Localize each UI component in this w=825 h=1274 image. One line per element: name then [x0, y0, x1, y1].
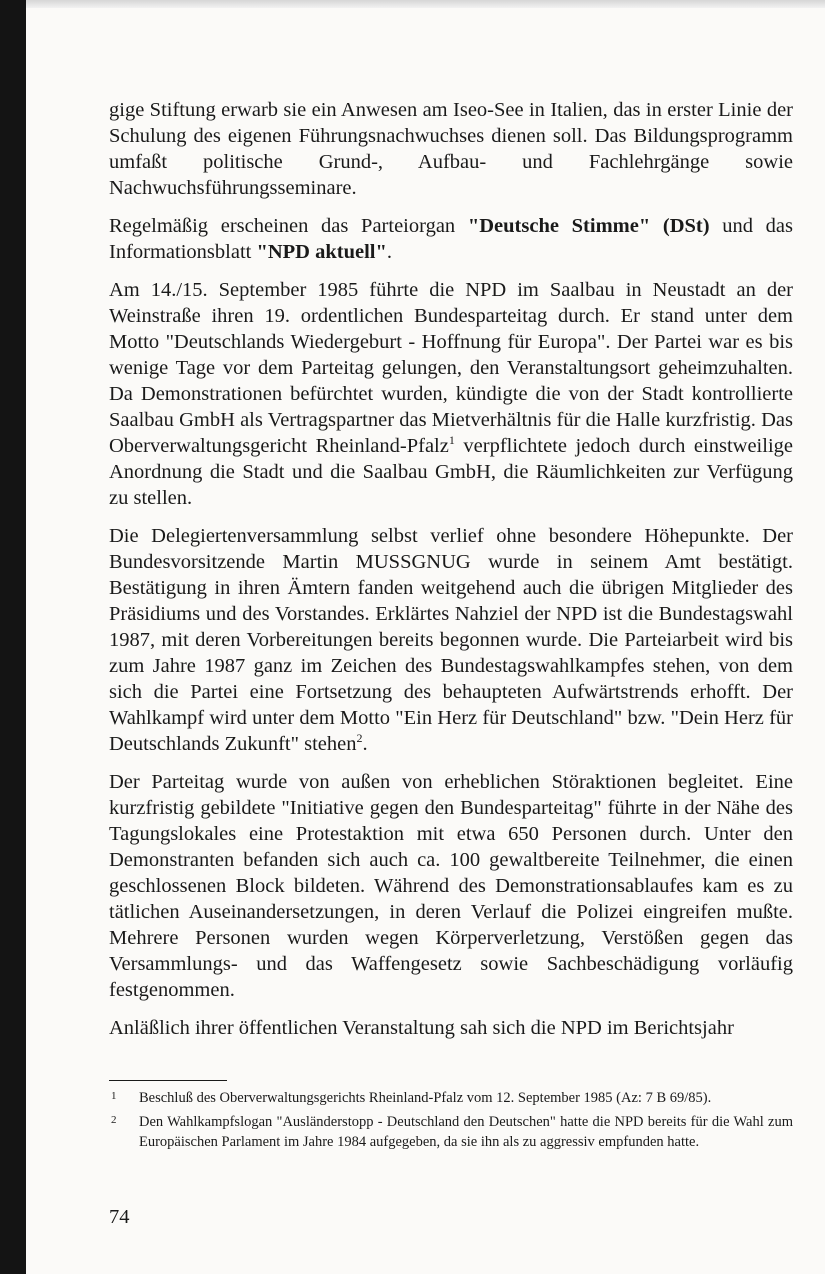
- paragraph-2: [109, 213, 793, 265]
- paragraph-4: [109, 523, 793, 757]
- footnote-2: [109, 1112, 793, 1152]
- paragraph-3-text-2: verpflichtete jedoch durch einstweilige Anordnung die Stadt und die Saalbau GmbH, die Räumlichkeiten zur Verfügung zu stellen.: [109, 435, 793, 509]
- paragraph-3: [109, 277, 793, 511]
- page-number: 74: [109, 1206, 130, 1228]
- footnote-1-number: 1: [111, 1090, 117, 1102]
- paragraph-1: gige Stiftung erwarb sie ein Anwesen am Iseo-See in Italien, das in erster Linie der Schulung des eigenen Führungsnachwuchses dienen soll. Das Bildungsprogramm umfaßt politische Grund-, Aufbau- und Fachlehrgänge sowie Nachwuchsführungsseminare.: [109, 99, 793, 199]
- paragraph-4-text: Die Delegiertenversammlung selbst verlief ohne besondere Höhepunkte. Der Bundesvorsitzende Martin MUSSGNUG wurde in seinem Amt bestätigt. Bestätigung in ihren Ämtern fanden weitgehend auch die übrigen Mitglieder des Präsidiums und des Vorstandes. Erklärtes Nahziel der NPD ist die Bundestagswahl 1987, mit deren Vorbereitungen bereits begonnen wurde. Die Parteiarbeit wird bis zum Jahre 1987 ganz im Zeichen des Bundestagswahlkampfes stehen, von dem sich die Partei eine Fortsetzung des behaupteten Aufwärtstrends erhofft. Der Wahlkampf wird unter dem Motto "Ein Herz für Deutschland" bzw. "Dein Herz für Deutschlands Zukunft" stehen: [109, 525, 793, 755]
- paragraph-6: Anläßlich ihrer öffentlichen Veranstaltung sah sich die NPD im Berichtsjahr: [109, 1017, 734, 1039]
- footnote-ref-1: 1: [448, 433, 455, 448]
- footnotes: [109, 1088, 793, 1156]
- footnote-2-number: 2: [111, 1114, 117, 1126]
- paragraph-4-text-2: .: [362, 733, 368, 755]
- paragraph-2-text-1: Regelmäßig erscheinen das Parteiorgan: [109, 215, 468, 237]
- paragraph-2-text-2: und das Informationsblatt: [109, 215, 793, 263]
- paragraph-5: Der Parteitag wurde von außen von erheblichen Störaktionen begleitet. Eine kurzfristig gebildete "Initiative gegen den Bundesparteitag" führte in der Nähe des Tagungslokales eine Protestaktion mit etwa 650 Personen durch. Unter den Demonstranten befanden sich auch ca. 100 gewaltbereite Teilnehmer, die einen geschlossenen Block bildeten. Während des Demonstrationsablaufes kam es zu tätlichen Auseinandersetzungen, in deren Verlauf die Polizei eingreifen mußte. Mehrere Personen wurden wegen Körperverletzung, Verstößen gegen das Versammlungs- und das Waffengesetz sowie Sachbeschädigung vorläufig festgenommen.: [109, 771, 793, 1001]
- page-body: [109, 97, 793, 1053]
- footnote-1: [109, 1088, 793, 1108]
- footnote-1-text: Beschluß des Oberverwaltungsgerichts Rheinland-Pfalz vom 12. September 1985 (Az: 7 B 69/85).: [139, 1090, 712, 1106]
- paragraph-3-text: Am 14./15. September 1985 führte die NPD im Saalbau in Neustadt an der Weinstraße ihren 19. ordentlichen Bundesparteitag durch. Er stand unter dem Motto "Deutschlands Wiedergeburt - Hoffnung für Europa". Der Partei war es bis wenige Tage vor dem Parteitag gelungen, den Veranstaltungsort geheimzuhalten. Da Demonstrationen befürchtet wurden, kündigte die von der Stadt kontrollierte Saalbau GmbH als Vertragspartner das Mietverhältnis für die Halle kurzfristig. Das Oberverwaltungsgericht Rheinland-Pfalz: [109, 279, 793, 457]
- footnote-ref-2: 2: [356, 731, 363, 746]
- footnote-2-text: Den Wahlkampfslogan "Ausländerstopp - Deutschland den Deutschen" hatte die NPD bereits für die Wahl zum Europäischen Parlament im Jahre 1984 aufgegeben, da sie ihn als zu aggressiv empfunden hatte.: [139, 1114, 793, 1150]
- npd-aktuell-title: "NPD aktuell": [256, 241, 387, 263]
- book-spine-shadow: [0, 0, 26, 1274]
- paragraph-2-text-3: .: [386, 241, 392, 263]
- deutsche-stimme-title: "Deutsche Stimme" (DSt): [467, 215, 710, 237]
- page-top-edge: [0, 0, 825, 8]
- footnote-divider: [109, 1080, 227, 1081]
